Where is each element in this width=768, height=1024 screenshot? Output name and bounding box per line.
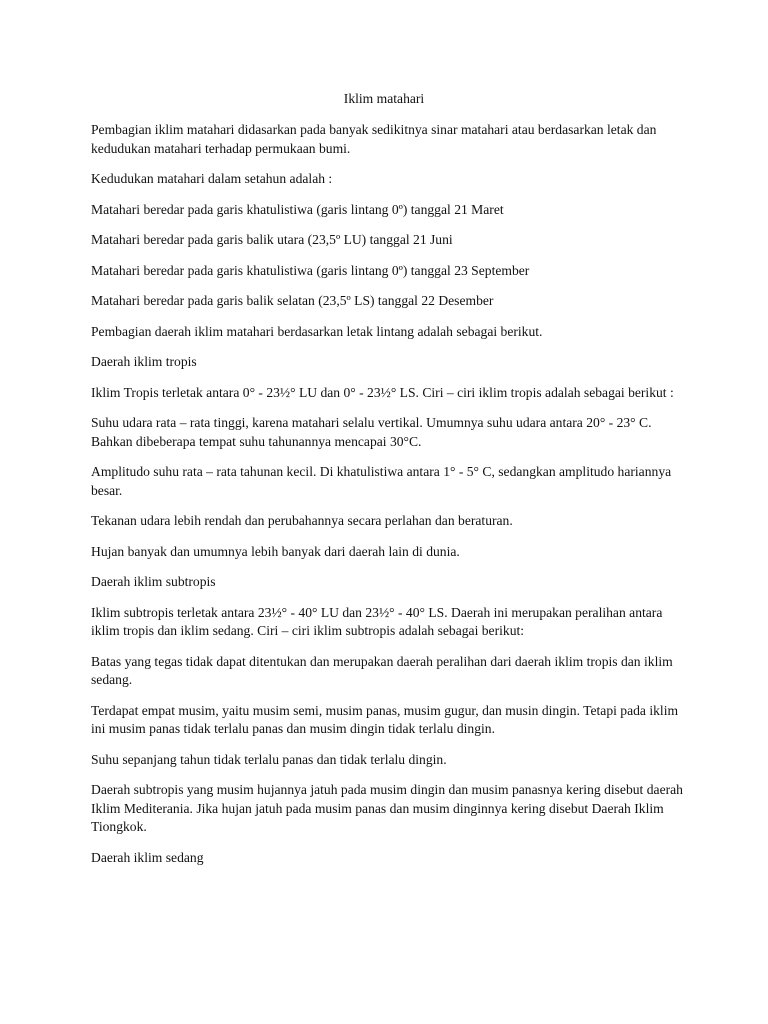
- paragraph-subtropis-mediterania: Daerah subtropis yang musim hujannya jatuh pada musim dingin dan musim panasnya kering disebut daerah Iklim Mediterania. Jika hujan jatuh pada musim panas dan musim dinginnya kering disebut Daerah Iklim Tiongkok.: [91, 782, 683, 834]
- paragraph-kedudukan-heading: Kedudukan matahari dalam setahun adalah :: [91, 171, 333, 186]
- paragraph-tropis-amplitudo: Amplitudo suhu rata – rata tahunan kecil. Di khatulistiwa antara 1° - 5° C, sedangkan amplitudo hariannya besar.: [91, 464, 672, 498]
- heading-sedang: Daerah iklim sedang: [91, 849, 204, 865]
- document-body: [91, 121, 685, 879]
- paragraph-subtropis-suhu: Suhu sepanjang tahun tidak terlalu panas dan tidak terlalu dingin.: [91, 751, 447, 767]
- paragraph-tropis-letak: Iklim Tropis terletak antara 0° - 23½° LU dan 0° - 23½° LS. Ciri – ciri iklim tropis adalah sebagai berikut :: [91, 384, 674, 400]
- paragraph-subtropis-letak: Iklim subtropis terletak antara 23½° - 40° LU dan 23½° - 40° LS. Daerah ini merupakan peralihan antara iklim tropis dan iklim sedang. Ciri – ciri iklim subtropis adalah sebagai berikut:: [91, 604, 663, 638]
- paragraph-kedudukan-juni: Matahari beredar pada garis balik utara (23,5º LU) tanggal 21 Juni: [91, 232, 453, 247]
- paragraph-tropis-tekanan: Tekanan udara lebih rendah dan perubahannya secara perlahan dan beraturan.: [91, 513, 513, 528]
- paragraph-subtropis-musim: Terdapat empat musim, yaitu musim semi, musim panas, musim gugur, dan musin dingin. Tetapi pada iklim ini musim panas tidak terlalu panas dan musim dingin tidak terlalu dingin.: [91, 702, 679, 736]
- document-title: Iklim matahari: [343, 91, 425, 106]
- paragraph-intro: Pembagian iklim matahari didasarkan pada banyak sedikitnya sinar matahari atau berdasarkan letak dan kedudukan matahari terhadap permukaan bumi.: [91, 122, 657, 156]
- paragraph-kedudukan-september: Matahari beredar pada garis khatulistiwa (garis lintang 0º) tanggal 23 September: [91, 262, 530, 278]
- heading-subtropis: Daerah iklim subtropis: [91, 574, 216, 589]
- paragraph-subtropis-batas: Batas yang tegas tidak dapat ditentukan dan merupakan daerah peralihan dari daerah iklim tropis dan iklim sedang.: [91, 653, 673, 687]
- paragraph-tropis-suhu: Suhu udara rata – rata tinggi, karena matahari selalu vertikal. Umumnya suhu udara antara 20° - 23° C. Bahkan dibeberapa tempat suhu tahunannya mencapai 30°C.: [91, 415, 652, 449]
- paragraph-pembagian-lintang: Pembagian daerah iklim matahari berdasarkan letak lintang adalah sebagai berikut.: [91, 323, 543, 339]
- paragraph-tropis-hujan: Hujan banyak dan umumnya lebih banyak dari daerah lain di dunia.: [91, 543, 460, 559]
- paragraph-kedudukan-maret: Matahari beredar pada garis khatulistiwa (garis lintang 0º) tanggal 21 Maret: [91, 201, 504, 217]
- paragraph-kedudukan-desember: Matahari beredar pada garis balik selatan (23,5º LS) tanggal 22 Desember: [91, 293, 494, 308]
- heading-tropis: Daerah iklim tropis: [91, 354, 197, 369]
